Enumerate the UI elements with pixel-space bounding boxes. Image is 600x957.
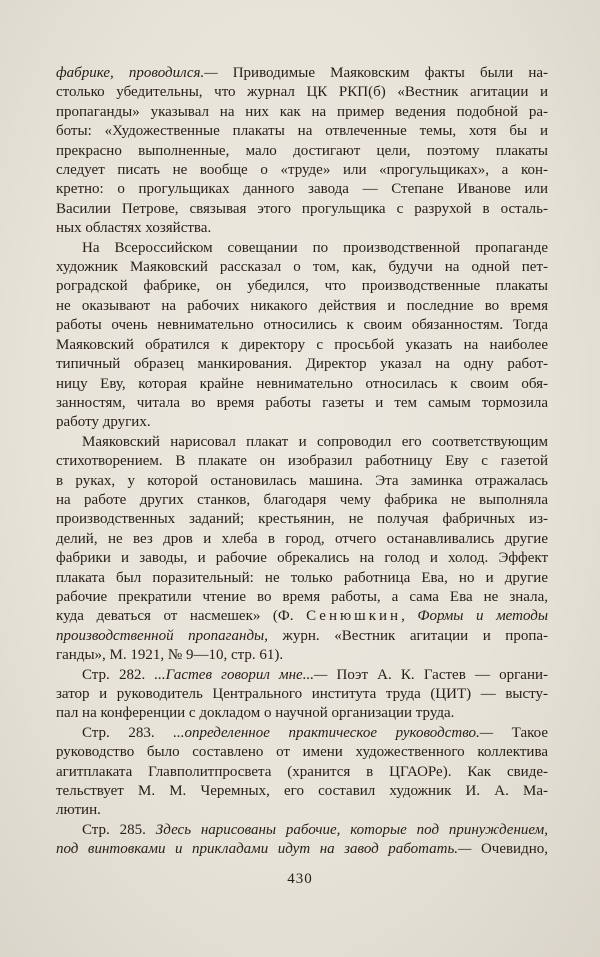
text-line [56,685,548,704]
text-line [56,491,548,510]
regular-text: Приводимые Маяковским факты были на- [232,65,548,81]
text-line [56,588,548,607]
regular-text: фабрики и заводы, и рабочие обрекались на голод и холод. Эффект [56,550,548,567]
spaced-text: Сенюшкин [306,608,402,625]
regular-text: на работе других станков, благодаря чему фабрика не выполняла [56,491,548,508]
regular-text: Стр. 285. [82,821,156,838]
text-line [56,219,548,238]
regular-text: следует писать не вообще о «труде» или «прогульщиках», а кон- [56,162,548,179]
paragraph [56,724,548,821]
text-line [56,704,548,723]
text-line [56,472,548,491]
regular-text: стихотворением. В плакате он изобразил работницу Еву с газетой [56,453,548,470]
italic-text: Формы и методы [417,608,549,625]
text-line [56,239,548,258]
text-line [56,336,548,355]
text-line [56,763,548,782]
text-line [56,258,548,277]
regular-text: Поэт А. К. Гастев — органи- [336,666,548,683]
text-line [56,122,548,141]
paragraph [56,64,548,239]
text-line [56,277,548,296]
italic-text: Здесь нарисованы рабочие, которые под принуждением, [155,821,548,838]
text-line [56,297,548,316]
regular-text: Маяковский нарисовал плакат и сопроводил его соответствующим [82,433,548,450]
text-line [56,103,548,122]
text-line [56,452,548,471]
regular-text: Стр. 283. [82,724,174,741]
italic-text: ...определенное практическое руководство.— [173,724,512,741]
regular-text: рабочие прекратили чтение во время работы, а сама Ева не знала, [56,588,548,605]
text-line [56,782,548,801]
text-line [56,840,548,859]
regular-text: работы очень невнимательно относились к своим обязанностям. Тогда [56,317,548,334]
regular-text: затор и руководитель Центрального института труда (ЦИТ) — высту- [56,686,548,702]
text-line [56,549,548,568]
regular-text: роградской фабрике, он убедился, что производственные плакаты [56,278,548,295]
text-line [56,394,548,413]
regular-text: производственных заданий; крестьянин, не получая фабричных из- [56,511,548,528]
regular-text: плаката был поразительный: не только работница Ева, но и другие [56,569,548,586]
page-text-block [56,64,548,860]
text-line [56,607,548,626]
text-line [56,161,548,180]
text-line [56,180,548,199]
text-line [56,355,548,374]
text-line [56,821,548,840]
regular-text: кретно: о прогульщиках данного завода — Степане Иванове или [56,181,548,198]
regular-text: ганды», М. 1921, № 9—10, стр. 61). [56,647,284,664]
regular-text: агитплаката Главполитпросвета (хранится в ЦГАОРе). Как свиде- [56,763,548,780]
regular-text: куда деваться от насмешек» (Ф. [56,608,307,625]
regular-text: Такое [511,724,548,741]
regular-text: На Всероссийском совещании по производственной пропаганде [82,239,548,256]
text-line [56,724,548,743]
regular-text: пропаганды» указывал на них как на пример ведения подобной ра- [56,103,548,120]
text-line [56,569,548,588]
text-line [56,83,548,102]
text-line [56,142,548,161]
text-line [56,200,548,219]
paragraph [56,433,548,666]
text-line [56,646,548,665]
regular-text: Очевидно, [480,841,548,858]
regular-text: пал на конференции с докладом о научной организации труда. [56,705,455,722]
regular-text: прекрасно выполненные, мало достигают цели, поэтому плакаты [56,142,548,159]
regular-text: типичный образец манкирования. Директор указал на одну работ- [56,356,548,373]
regular-text: не оказывают на рабочих никакого действия и последние во время [56,297,548,314]
italic-text: производственной пропаганды, [56,627,268,644]
text-line [56,530,548,549]
regular-text: Стр. 282. [82,666,155,683]
paragraph [56,239,548,433]
regular-text: в руках, у которой остановилась машина. Эта заминка отражалась [56,472,548,489]
regular-text: журн. «Вестник агитации и пропа- [267,627,548,644]
regular-text: художник Маяковский рассказал о том, как, будучи на одной пет- [56,259,548,276]
regular-text: боты: «Художественные плакаты на отвлеченные темы, хотя бы и [56,123,548,140]
text-line [56,375,548,394]
regular-text: столько убедительны, что журнал ЦК РКП(б) «Вестник агитации и [56,84,548,101]
regular-text: руководство было составлено от имени художественного коллектива [56,744,548,761]
regular-text: делий, не вез дров и хлеба в город, отчего останавливались другие [56,530,548,547]
page-number: 430 [287,871,313,887]
italic-text: фабрике, проводился.— [56,65,233,81]
regular-text: тельствует М. М. Черемных, его составил художник И. А. Ма- [56,783,548,800]
text-line [56,64,548,83]
text-line [56,743,548,762]
regular-text: работу других. [56,414,151,431]
regular-text: ных областях хозяйства. [56,220,212,237]
regular-text: Василии Петрове, связывая этого прогульщика с разрухой в осталь- [56,200,548,217]
regular-text: , [401,608,418,625]
regular-text: Маяковский обратился к директору с просьбой указать на наиболее [56,336,548,353]
paragraph [56,821,548,860]
text-line [56,433,548,452]
text-line [56,666,548,685]
italic-text: ...Гастев говорил мне...— [154,666,337,683]
regular-text: занностям, читала во время работы газеты и тем самым тормозила [56,394,548,411]
text-line [56,413,548,432]
text-line [56,316,548,335]
regular-text: лютин. [56,802,101,819]
text-line [56,510,548,529]
text-line [56,801,548,820]
paragraph [56,666,548,724]
text-line [56,627,548,646]
italic-text: под винтовками и прикладами идут на завод работать.— [56,841,481,858]
regular-text: ницу Еву, которая крайне невнимательно относилась к своим обя- [56,375,548,392]
